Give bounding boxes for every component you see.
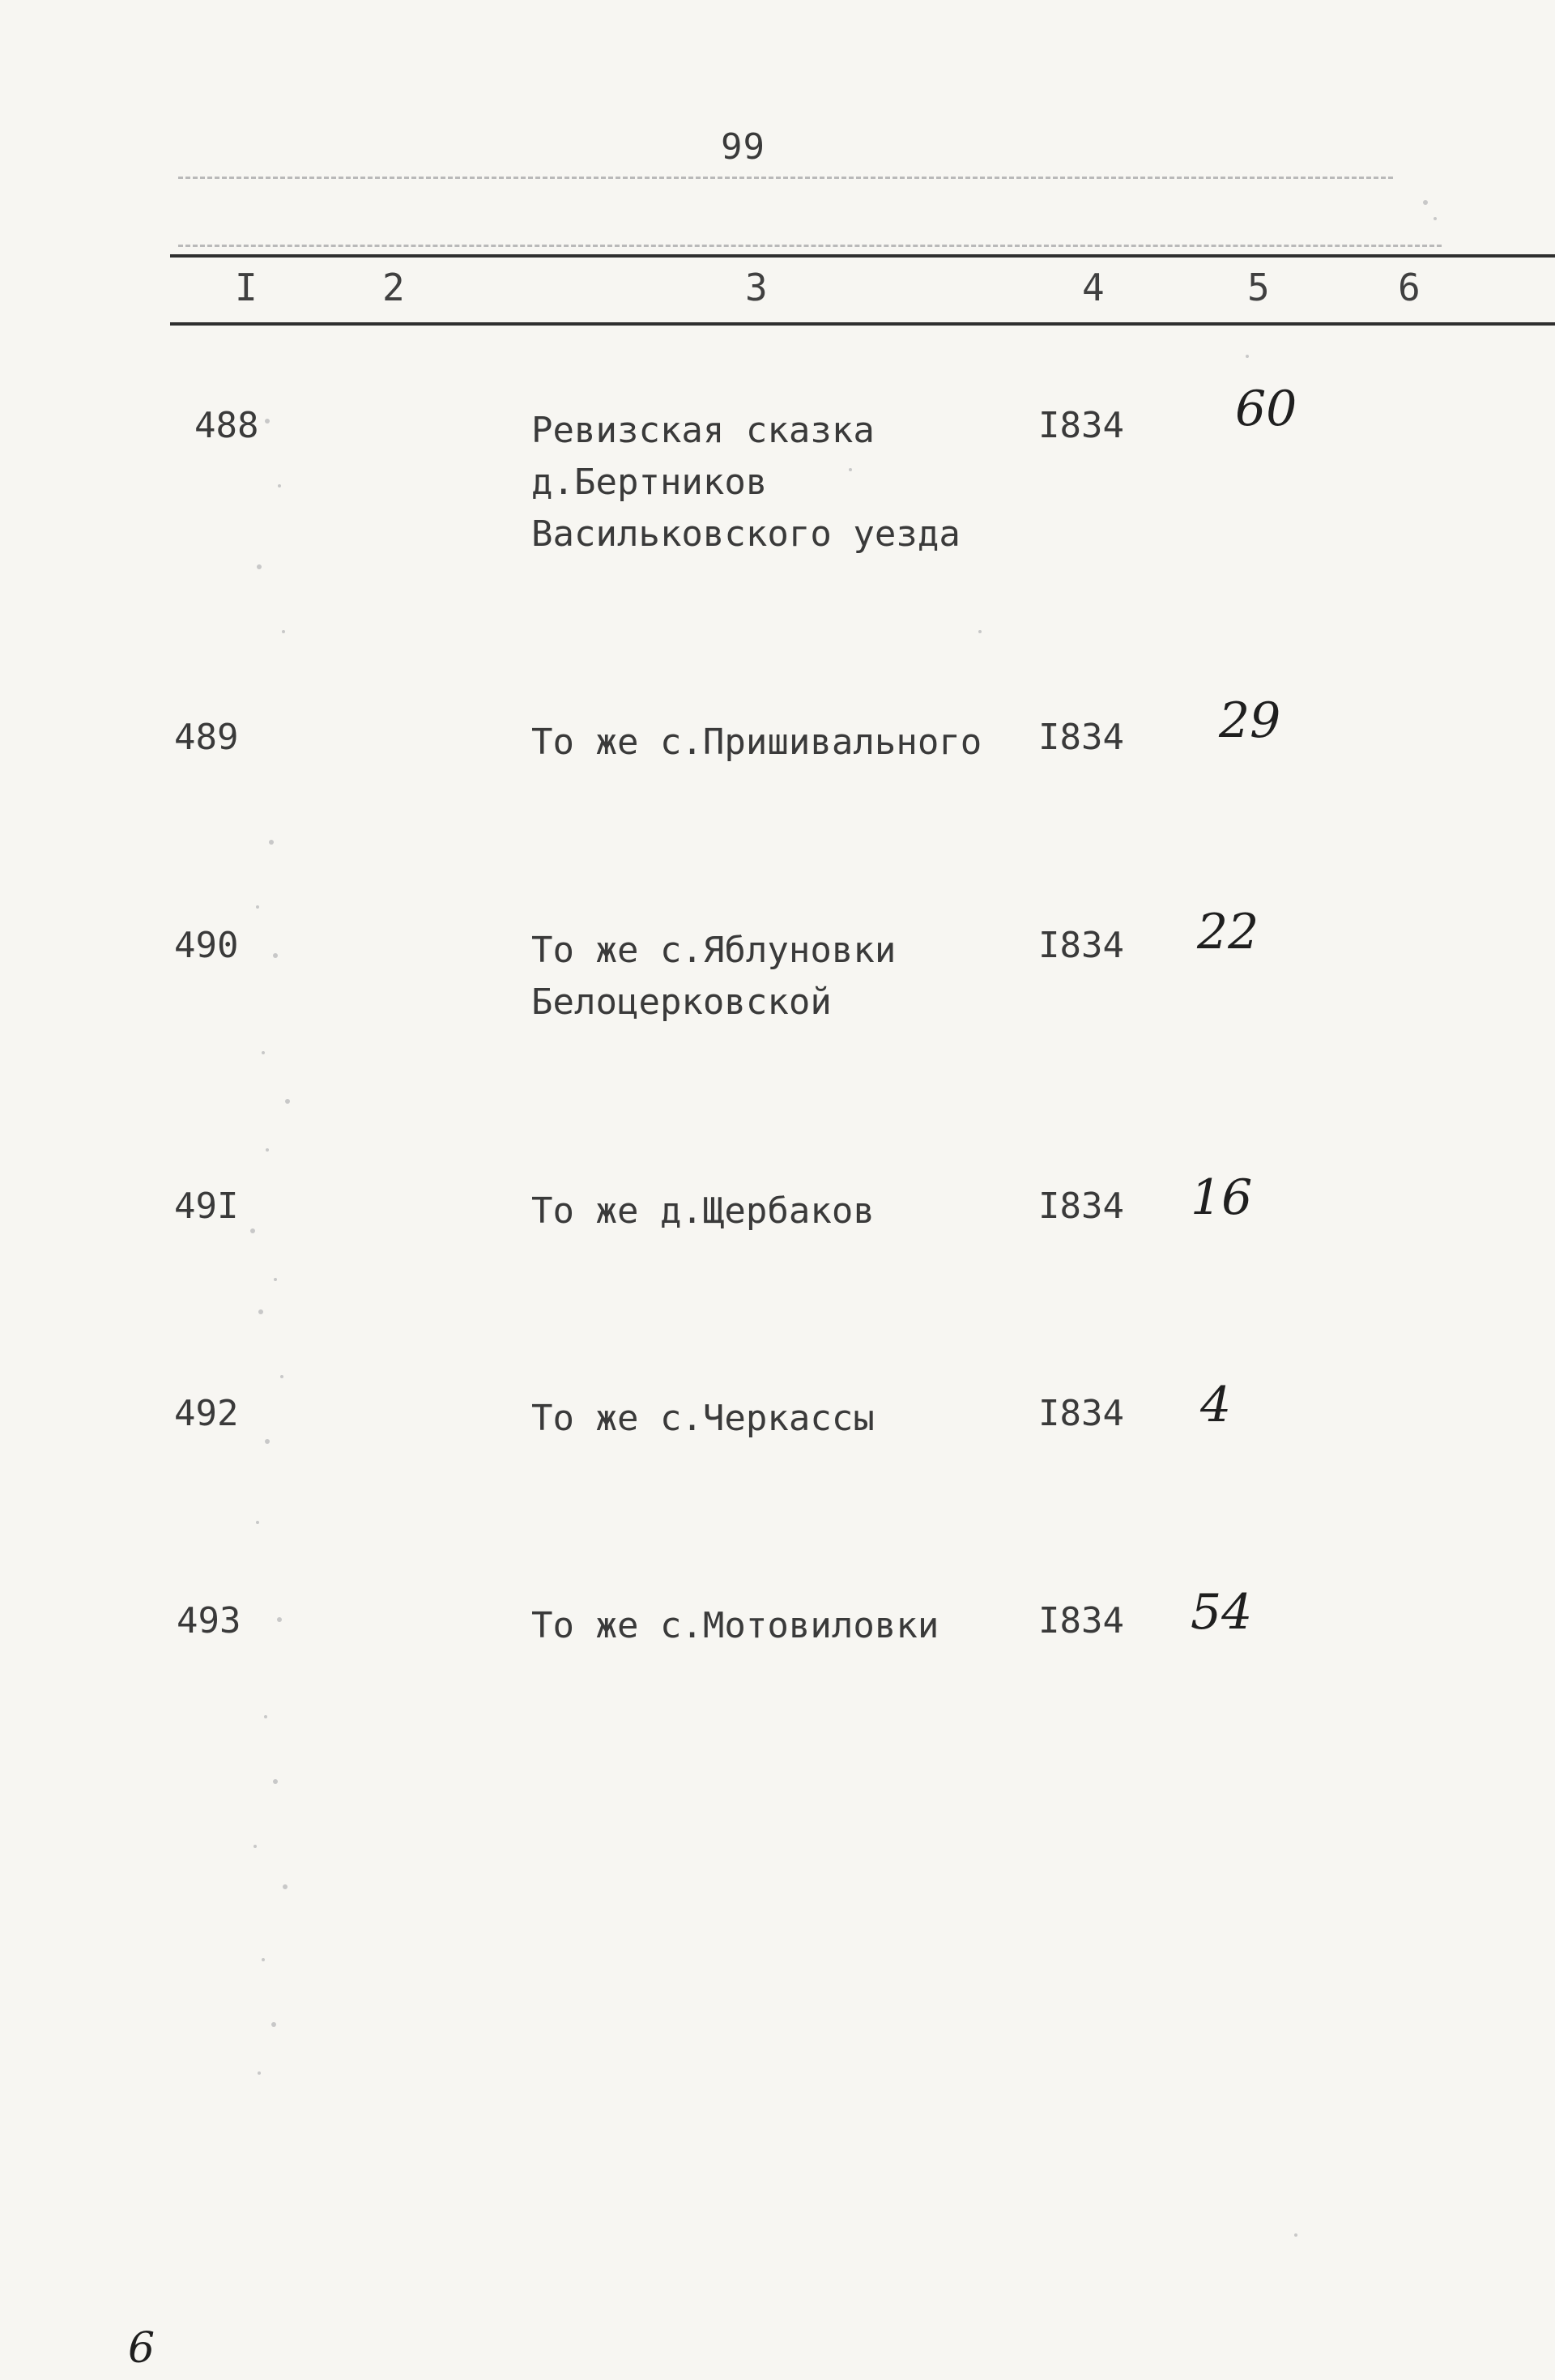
record-number: 488 [194, 405, 259, 446]
record-description [531, 405, 1033, 560]
record-year: I834 [1038, 717, 1124, 758]
record-year: I834 [1038, 1600, 1124, 1641]
handwritten-corner-mark: 6 [128, 2324, 156, 2373]
handwritten-page-count: 16 [1191, 1169, 1253, 1226]
handwritten-page-count: 54 [1191, 1584, 1253, 1641]
description-line: То же д.Щербаков [531, 1190, 875, 1232]
column-header-1: I [235, 266, 258, 309]
top-dotted-line [178, 177, 1393, 179]
record-number: 490 [174, 925, 239, 966]
record-description [531, 717, 1033, 768]
description-line: Васильковского уезда [531, 513, 961, 555]
handwritten-page-count: 4 [1200, 1377, 1232, 1433]
header-bottom-rule [170, 322, 1555, 326]
description-line: То же с.Пришивального [531, 722, 982, 763]
header-top-rule [170, 254, 1555, 258]
description-line: То же с.Черкассы [531, 1398, 875, 1439]
description-line: Белоцерковской [531, 981, 832, 1023]
record-description [531, 1600, 1033, 1652]
column-header-5: 5 [1247, 266, 1270, 309]
description-line: То же с.Яблуновки [531, 930, 897, 971]
column-header-4: 4 [1082, 266, 1105, 309]
page-number: 99 [721, 126, 765, 168]
description-line: д.Бертников [531, 462, 768, 503]
record-description [531, 1393, 1033, 1445]
record-year: I834 [1038, 1186, 1124, 1227]
record-description [531, 925, 1033, 1028]
record-year: I834 [1038, 925, 1124, 966]
column-header-3: 3 [745, 266, 768, 309]
record-description [531, 1186, 1033, 1237]
handwritten-page-count: 29 [1219, 692, 1281, 749]
record-number: 49I [174, 1186, 239, 1227]
handwritten-page-count: 22 [1197, 904, 1259, 960]
column-header-2: 2 [382, 266, 405, 309]
second-dotted-line [178, 245, 1442, 247]
column-header-6: 6 [1398, 266, 1421, 309]
description-line: Ревизская сказка [531, 410, 875, 451]
record-number: 493 [177, 1600, 241, 1641]
description-line: То же с.Мотовиловки [531, 1605, 939, 1646]
record-year: I834 [1038, 405, 1124, 446]
handwritten-page-count: 60 [1235, 381, 1297, 437]
record-year: I834 [1038, 1393, 1124, 1434]
record-number: 489 [174, 717, 239, 758]
record-number: 492 [174, 1393, 239, 1434]
